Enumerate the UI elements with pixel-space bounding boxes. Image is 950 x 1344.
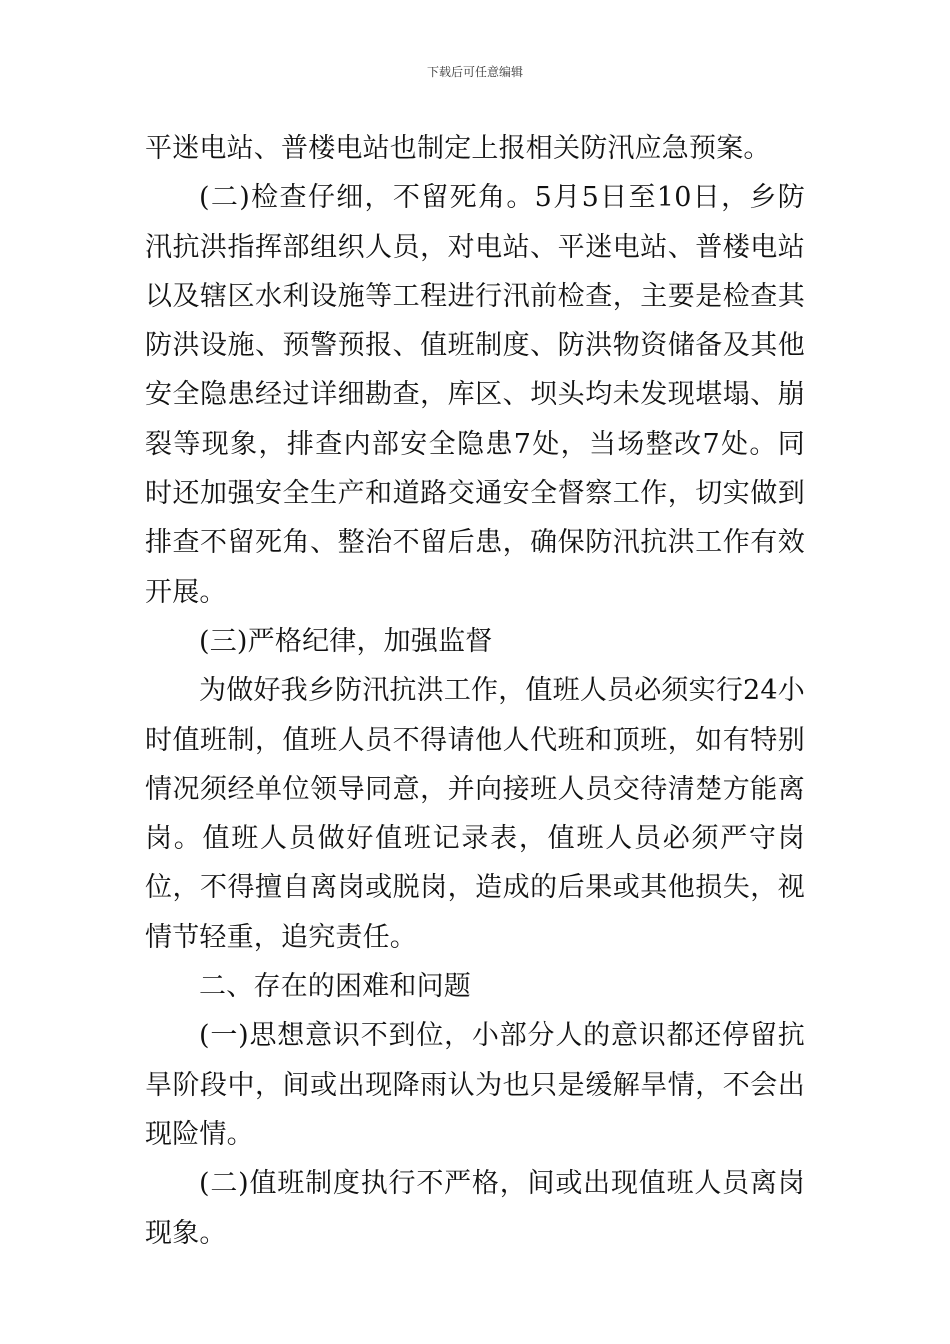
paragraph-problem-awareness: (一)思想意识不到位，小部分人的意识都还停留抗旱阶段中，间或出现降雨认为也只是缓解旱情，不会出现险情。: [145, 1020, 805, 1150]
document-body: [145, 124, 805, 1258]
page-header-note: 下载后可任意编辑: [426, 65, 523, 79]
paragraph-continuation: 平迷电站、普楼电站也制定上报相关防汛应急预案。: [145, 133, 771, 164]
paragraph-duty-rules: 为做好我乡防汛抗洪工作，值班人员必须实行24小时值班制，值班人员不得请他人代班和顶班，如有特别情况须经单位领导同意，并向接班人员交待清楚方能离岗。值班人员做好值班记录表，值班人员必须严守岗位，不得擅自离岗或脱岗，造成的后果或其他损失，视情节轻重，追究责任。: [145, 675, 805, 953]
section-heading-problems: 二、存在的困难和问题: [199, 971, 471, 1003]
paragraph-problem-duty: (二)值班制度执行不严格，间或出现值班人员离岗现象。: [145, 1168, 805, 1249]
section-heading-discipline: (三)严格纪律，加强监督: [199, 625, 493, 657]
paragraph-inspection: (二)检查仔细，不留死角。5月5日至10日，乡防汛抗洪指挥部组织人员，对电站、平迷电站、普楼电站以及辖区水利设施等工程进行汛前检查，主要是检查其防洪设施、预警预报、值班制度、防洪物资储备及其他安全隐患经过详细勘查，库区、坝头均未发现堪塌、崩裂等现象，排查内部安全隐患7处，当场整改7处。同时还加强安全生产和道路交通安全督察工作，切实做到排查不留死角、整治不留后患，确保防汛抗洪工作有效开展。: [145, 182, 805, 608]
